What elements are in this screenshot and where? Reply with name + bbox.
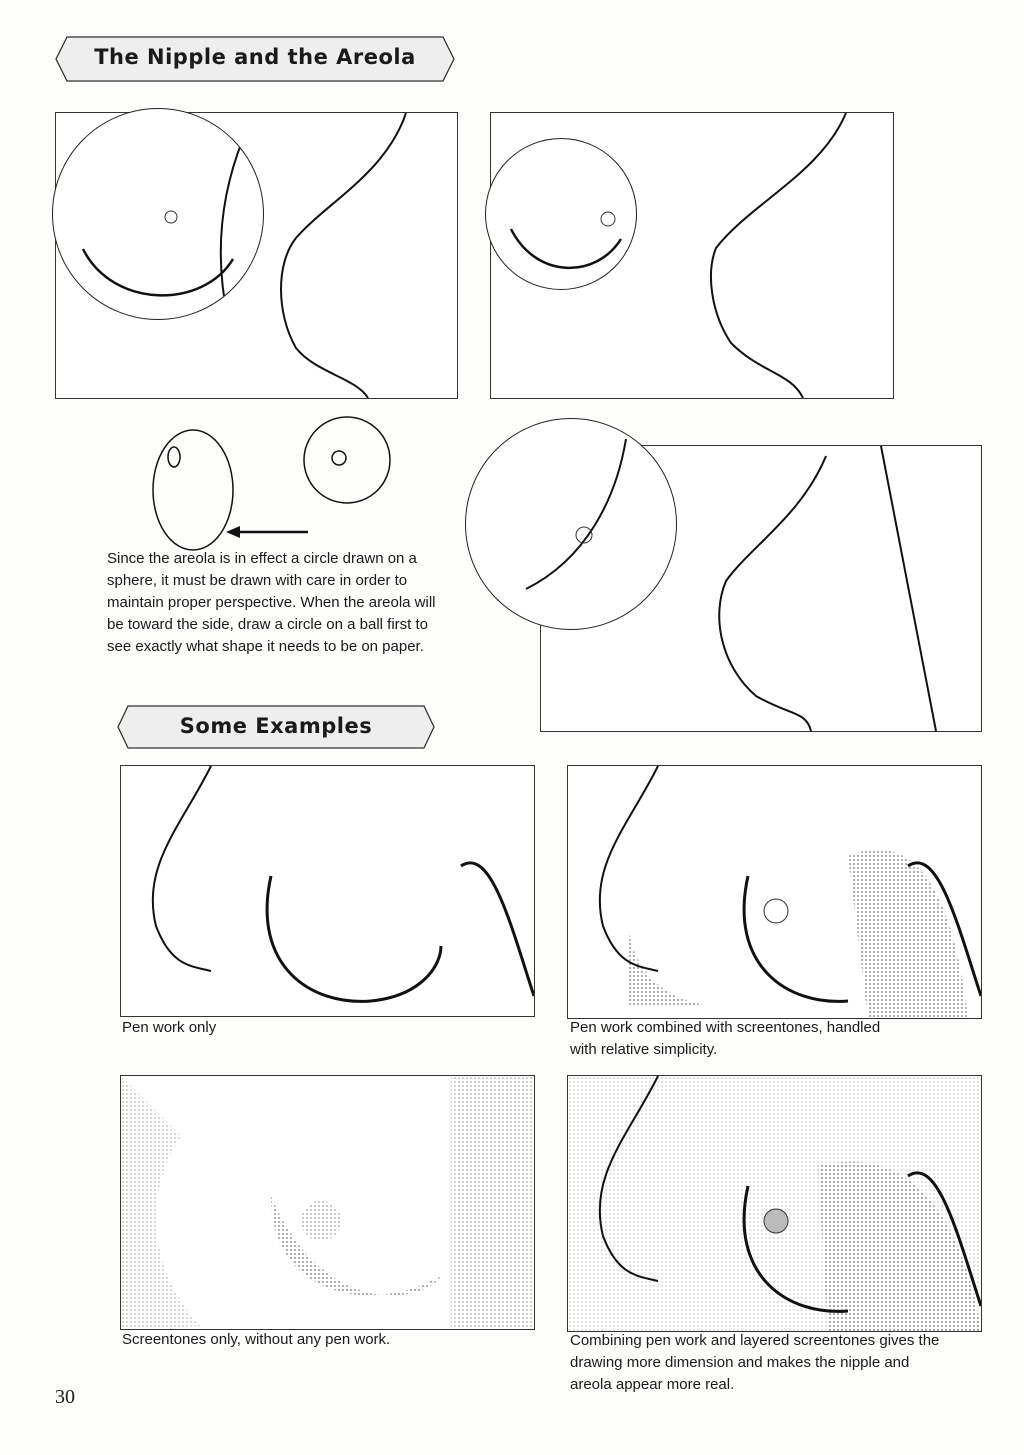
- example-pen-only: [120, 765, 535, 1017]
- example-pen-simple-screentones: [567, 765, 982, 1019]
- page-number: 30: [55, 1386, 75, 1408]
- caption-pen-only: Pen work only: [122, 1019, 217, 1036]
- example-screentones-only: [120, 1075, 535, 1330]
- sphere-perspective-diagram: [150, 410, 400, 555]
- magnified-detail-inset: [52, 108, 264, 320]
- explanation-paragraph: Since the areola is in effect a circle drawn on a sphere, it must be drawn with care in order to maintain proper perspective. When the areola will be toward the side, draw a circle on a ball first to see exactly what shape it needs to be on paper.: [107, 550, 436, 655]
- section-heading-nipple-areola: [55, 36, 455, 82]
- caption-pen-simple-screentones: Pen work combined with screentones, handled with relative simplicity.: [570, 1019, 881, 1058]
- example-pen-layered-screentones: [567, 1075, 982, 1332]
- heading-text: Some Examples: [179, 714, 373, 738]
- magnified-detail-inset: [465, 418, 677, 630]
- magnified-detail-inset: [485, 138, 637, 290]
- caption-pen-layered-screentones: Combining pen work and layered screentones gives the drawing more dimension and makes the nipple and areola appear more real.: [570, 1332, 940, 1393]
- heading-text: The Nipple and the Areola: [94, 45, 416, 69]
- section-heading-some-examples: [117, 705, 435, 749]
- caption-screentones-only: Screentones only, without any pen work.: [122, 1331, 391, 1348]
